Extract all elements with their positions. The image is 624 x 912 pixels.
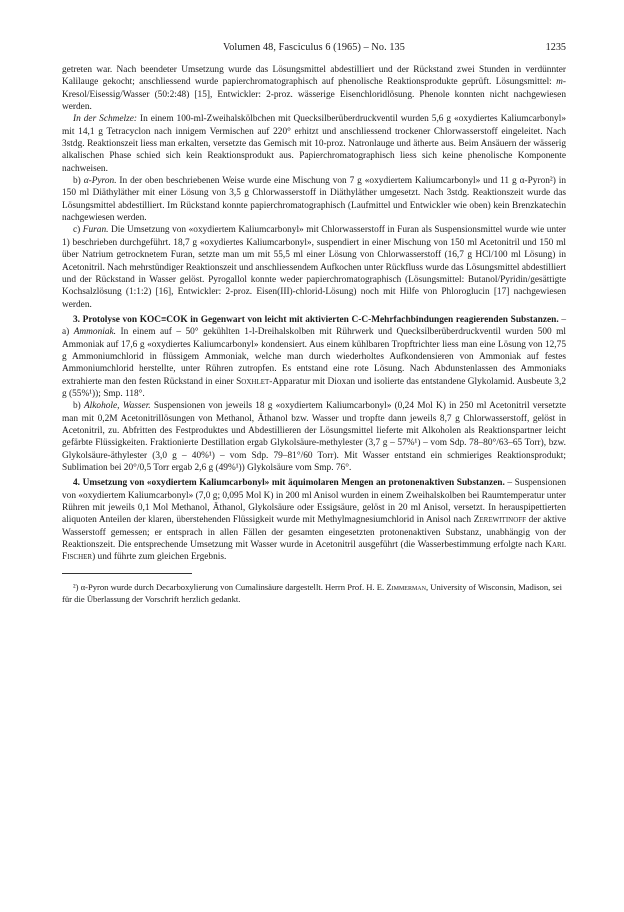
- section-heading: 4. Umsetzung von «oxydiertem Kaliumcarbonyl» mit äquimolaren Mengen an protonenaktiven Substanzen.: [73, 478, 505, 489]
- subsection-label: Ammoniak.: [73, 327, 117, 338]
- text-run: – Suspensionen von «oxydiertem Kaliumcarbonyl» (7,0 g; 0,095 Mol K) in 200 ml Anisol wurden in einem Zweihalskolben bei Raumtemperatur unter Rühren mit jeweils 0,1 Mol Methanol, Äthanol, Glykolsäure oder Essigsäure, gelöst in 20 ml Anisol, versetzt. In herauspipettierten aliquoten Anteilen der klaren, überstehenden Flüssigkeit wurde mit Methylmagnesiumchlorid in Anisol nach: [62, 478, 567, 526]
- text-run: ²) α-Pyron wurde durch Decarboxylierung von Cumalinsäure dargestellt. Herrn Prof. H. E.: [73, 582, 387, 593]
- article-body: [62, 64, 566, 564]
- item-prefix: b): [73, 401, 84, 412]
- footnote-text: [62, 582, 566, 605]
- text-run: In einem 100-ml-Zweihalskölbchen mit Quecksilberüberdruckventil wurden 5,6 g «oxydiertes Kaliumcarbonyl» mit 14,1 g Tetracyclon nach innigem Vermischen auf 220° erhitzt und anschliessend trockener Chlorwasserstoff eingeleitet. Nach 3stdg. Reaktionszeit liess man erkalten, versetzte das Gemisch mit 10-proz. Natronlauge und ätherte aus. Beim Ansäuern der wässerig alkalischen Phase schied sich kein Reaktionsprodukt aus. Papierchromatographisch liess sich keine phenolische Komponente nachweisen.: [62, 114, 566, 174]
- section-heading: 3. Protolyse von KOC≡COK in Gegenwart von leicht mit aktivierten C-C-Mehrfachbindungen reagierenden Substanzen.: [73, 314, 559, 325]
- author-name: Soxhlet: [236, 376, 270, 387]
- text-run: In der oben beschriebenen Weise wurde eine Mischung von 7 g «oxydiertem Kaliumcarbonyl» und 11 g α-Pyron²) in 150 ml Diäthyläther mit einer Lösung von 3,5 g Chlorwasserstoff in Diäthyläther umgesetzt. Nach 3stdg. Reaktionszeit wurde das Lösungsmittel abdestilliert. Im Rückstand konnte papierchromatographisch (Laufmittel und Entwickler wie oben) kein Brenzkatechin nachgewiesen werden.: [62, 176, 566, 224]
- italic-run: m: [556, 77, 563, 88]
- paragraph-melt: [62, 113, 566, 175]
- text-run: ) und führte zum gleichen Ergebnis.: [92, 552, 227, 563]
- author-name: Zerewitinoff: [473, 515, 527, 526]
- section-3: [62, 314, 566, 400]
- text-run: Die Umsetzung von «oxydiertem Kaliumcarbonyl» mit Chlorwasserstoff in Furan als Suspensionsmittel wurde wie unter 1) beschrieben durchgeführt. 18,7 g «oxydiertes Kaliumcarbonyl», suspendiert in einer Mischung von 150 ml Acetonitril und 150 ml über Natrium getrocknetem Furan, setzte man um mit 55,5 ml einer Lösung von Chlorwasserstoff (16,7 g HCl/100 ml Lösung) in Acetonitril. Nach mehrstündiger Reaktionszeit und anschliessendem Aufkochen unter Rückfluss wurde das Lösungsmittel abdestilliert und der Rückstand in Wasser gelöst. Pyrogallol konnte weder papierchromatographisch (Lösungsmittel: Butanol/Pyridin/gesättigte Kochsalzlösung (1:1:2) [16], Entwickler: 2-proz. Eisen(III)-chlorid-Lösung) noch mit Hilfe von Phloroglucin [17] nachgewiesen werden.: [62, 225, 566, 310]
- footnote-divider: [62, 573, 192, 574]
- item-prefix: b): [73, 176, 84, 187]
- author-name: Zimmerman: [386, 582, 426, 593]
- text-run: getreten war. Nach beendeter Umsetzung wurde das Lösungsmittel abdestilliert und der Rückstand zwei Stunden in verdünnter Kalilauge gekocht; anschliessend wurde papierchromatographisch auf phenolische Reaktionsprodukte geprüft. Lösungsmittel:: [62, 65, 566, 88]
- text-run: – a): [62, 314, 566, 338]
- running-title: Volumen 48, Fasciculus 6 (1965) – No. 135: [223, 42, 405, 53]
- text-run: -Kresol/Eisessig/Wasser (50:2:48) [15], Entwickler: 2-proz. wässerige Eisenchloridlösung. Phenole konnten nicht nachgewiesen werden.: [62, 77, 566, 113]
- page-number: 1235: [545, 42, 566, 53]
- paragraph-furan: [62, 224, 566, 310]
- footnote: [62, 582, 566, 605]
- text-run: , University of Wisconsin, Madison, sei für die Überlassung der Vorschrift herzlich gedankt.: [62, 582, 562, 604]
- section-4: [62, 477, 566, 563]
- journal-page: [62, 42, 566, 614]
- text-run: -Apparatur mit Dioxan und isolierte das entstandene Glykolamid. Ausbeute 3,2 g (55%¹)); Smp. 118°.: [62, 376, 566, 399]
- paragraph-continuation: [62, 64, 566, 113]
- item-prefix: c): [73, 225, 83, 236]
- text-run: In einem auf – 50° gekühlten 1-l-Dreihalskolben mit Rührwerk und Quecksilberüberdruckventil wurden 500 ml Ammoniak auf 17,6 g «oxydiertes Kaliumcarbonyl» kondensiert. Aus einem kühlbaren Tropftrichter liess man eine Lösung von 12,75 g Ammoniumchlorid in flüssigem Ammoniak, welche man durch wiederholtes Aufkondensieren von Ammoniak auf festes Ammoniumchlorid herstellte, unter Rühren zutropfen. Es entstand eine rote Lösung. Nach Abdunstenlassen des Ammoniaks extrahierte man den festen Rückstand in einer: [62, 327, 566, 387]
- subsection-label: In der Schmelze:: [73, 114, 138, 125]
- page-header: [62, 42, 566, 56]
- subsection-label: α-Pyron.: [83, 176, 117, 187]
- author-name: Karl Fischer: [62, 540, 566, 563]
- paragraph-alpha-pyron: [62, 175, 566, 224]
- subsection-label: Alkohole, Wasser.: [83, 401, 151, 412]
- subsection-label: Furan.: [82, 225, 109, 236]
- text-run: der aktive Wasserstoff gemessen; er entsprach in allen Fällen der gesamten eingesetzten protonenaktiven Substanz, unabhängig von der Reaktionszeit. Die entsprechende Umsetzung mit Wasser wurde in Acetonitril ausgeführt (die Wasserbestimmung erfolgte nach: [62, 515, 566, 551]
- paragraph-alcohols-water: [62, 400, 566, 474]
- text-run: Suspensionen von jeweils 18 g «oxydiertem Kaliumcarbonyl» (0,24 Mol K) in 250 ml Acetonitril versetzte man mit 0,2M Acetonitrillösungen von Methanol, Äthanol bzw. Wasser und tropfte dann jeweils 8,7 g Chlorwasserstoff, gelöst in Acetonitril, zu. Abfritten des Festproduktes und Abdestillieren der Lösungsmittel lieferte mit Alkoholen als Reaktionspartner leicht gefärbte Flüssigkeiten. Fraktionierte Destillation ergab Glykolsäure-methylester (3,7 g – 57%¹) – vom Sdp. 78–80°/63–65 Torr), bzw. Glykolsäure-äthylester (3,0 g – 40%¹) – vom Sdp. 79–81°/60 Torr). Mit Wasser entstand ein schmieriges Reaktionsprodukt; Sublimation bei 20°/0,5 Torr ergab 2,6 g (49%¹)) Glykolsäure vom Smp. 76°.: [62, 401, 567, 473]
